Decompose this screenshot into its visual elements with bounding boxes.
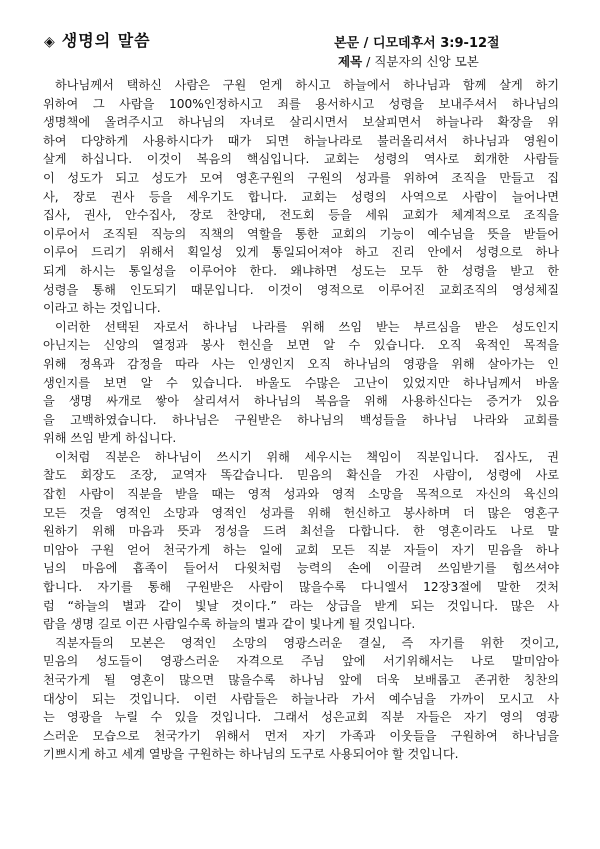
paragraph-line: 을 생명 싸개로 쌓아 살리셔서 하나님의 복음을 위해 사용하신다는 증거가 있음: [43, 394, 559, 409]
paragraph-line: 는 영광을 누릴 수 있을 것입니다. 그래서 성은교회 직분 자들은 자기 영의 영광: [43, 710, 559, 725]
paragraph-line: 님의 마음에 흡족이 들어서 다윗처럼 능력의 손에 이끌려 쓰임받기를 힘쓰셔야: [43, 561, 559, 576]
paragraph-line: 합니다. 자기를 통해 구원받은 사람이 많을수록 다니엘서 12장3절에 말한 것처: [43, 580, 559, 595]
paragraph-line: 이루어 드리기 위해서 획일성 있게 통일되어져야 하고 진리 안에서 성령으로 하나: [43, 245, 559, 260]
sermon-subject: 제목 / 직분자의 신앙 모본: [338, 54, 479, 69]
paragraph-line: 생명책에 올려주시고 하나님의 자녀로 살리시면서 보살피면서 하늘나라 확장을 위: [43, 115, 559, 130]
scripture-reference: 본문 / 디모데후서 3:9-12절: [334, 36, 500, 51]
paragraph-line: 모든 것을 영적인 소망과 영적인 성과를 위해 헌신하고 봉사하며 더 많은 영혼구: [43, 505, 559, 520]
paragraph-line: 이 성도가 되고 성도가 모여 영혼구원의 구원의 성과를 위하여 조직을 만들고 집: [43, 170, 559, 185]
paragraph-line: 하여 다양하게 사용하시다가 때가 되면 하늘나라로 불러올리셔서 하나님과 영원이: [43, 133, 559, 148]
paragraph: [43, 76, 559, 318]
sermon-body: [43, 76, 559, 764]
paragraph-line: 하나님께서 택하신 사람은 구원 얻게 하시고 하늘에서 하나님과 함께 살게 하기: [55, 78, 559, 92]
paragraph-line: 미암아 구원 얻어 천국가게 하는 일에 교회 모든 직분 자들이 자기 믿음을 하나: [43, 542, 559, 557]
sermon-title: [44, 28, 151, 51]
paragraph-line: 대상이 되는 것입니다. 이런 사람들은 하늘나라 가서 예수님을 가까이 모시고 사: [43, 691, 559, 706]
paragraph-line: 위하여 그 사람을 100%인정하시고 죄를 용서하시고 성령을 보내주셔서 하나님의: [43, 96, 559, 111]
paragraph-line: 집사, 권사, 안수집사, 장로 찬양대, 전도회 등을 세워 교회가 체계적으로 조직을: [43, 208, 559, 223]
paragraph-line: 이처럼 직분은 하나님이 쓰시기 위해 세우시는 책임이 직분입니다. 집사도, 권: [55, 449, 559, 464]
paragraph-line: 기쁘시게 하고 세계 열방을 구원하는 하나님의 도구로 사용되어야 할 것입니다.: [43, 747, 459, 762]
paragraph-line: 원하기 위해 마음과 뜻과 정성을 드려 최선을 다합니다. 한 영혼이라도 나로 말: [43, 524, 559, 539]
paragraph-line: 아닌지는 신앙의 열정과 봉사 헌신을 보면 알 수 있습니다. 오직 육적인 목적을: [43, 338, 559, 353]
paragraph-line: 찰도 회장도 조장, 교역자 똑같습니다. 믿음의 확신을 가진 사람이, 성령에 사로: [43, 468, 559, 483]
paragraph-line: 위해 쓰임 받게 하십니다.: [43, 431, 177, 446]
paragraph-line: 천국가게 될 영혼이 많으면 많을수록 하나님 앞에 더욱 보배롭고 존귀한 칭찬의: [43, 673, 559, 687]
subject-label: 제목: [338, 54, 363, 69]
paragraph-line: 직분자들의 모본은 영적인 소망의 영광스러운 결실, 즉 자기를 위한 것이고,: [55, 635, 559, 650]
paragraph-line: 되게 하시는 통일성을 이루어야 한다. 왜냐하면 성도는 모두 한 성령을 받고 한: [43, 263, 559, 278]
paragraph-line: 살게 하십니다. 이것이 복음의 핵심입니다. 교회는 성령의 역사로 회개한 사람들: [43, 152, 559, 167]
paragraph-line: 잡힌 사람이 직분을 받을 때는 영적 성과와 영적 소망을 목적으로 자신의 육신의: [43, 487, 559, 502]
paragraph-line: 생인지를 보면 알 수 있습니다. 바울도 수많은 고난이 있었지만 하나님께서 바울: [43, 375, 559, 390]
paragraph-line: 사, 장로 권사 등을 세우기도 합니다. 교회는 성령의 사역으로 사람이 늘어나면: [43, 189, 559, 204]
paragraph-line: 위해 정욕과 감정을 따라 사는 인생인지 오직 하나님의 영광을 위해 살아가는 인: [43, 356, 559, 371]
diamond-bullet-icon: ◈: [44, 34, 56, 50]
paragraph-line: 람을 생명 길로 이끈 사람일수록 하늘의 별과 같이 빛나게 될 것입니다.: [43, 617, 416, 632]
paragraph: [43, 634, 559, 764]
paragraph-line: 믿음의 성도들이 영광스러운 자격으로 주님 앞에 서기위해서는 나로 말미암아: [43, 654, 559, 669]
paragraph-line: 이라고 하는 것입니다.: [43, 301, 161, 316]
paragraph-line: 럼 “하늘의 별과 같이 빛날 것이다.” 라는 상급을 받게 되는 것입니다. 많은 사: [43, 598, 559, 613]
paragraph: [43, 448, 559, 634]
sermon-header: [0, 0, 600, 75]
title-text: 생명의 말씀: [61, 31, 151, 50]
passage-text: 디모데후서 3:9-12절: [372, 36, 500, 51]
paragraph-line: 성령을 통해 인도되기 때문입니다. 이것이 영적으로 이루어진 교회조직의 영성체질: [43, 282, 559, 297]
paragraph-line: 스러운 모습으로 천국가기 위해서 먼저 자기 가족과 이웃들을 구원하여 하나님을: [43, 728, 559, 743]
paragraph: [43, 318, 559, 448]
subject-text: 직분자의 신앙 모본: [374, 54, 479, 69]
paragraph-line: 이루어서 조직된 직능의 직책의 역할을 통한 교회의 기능이 예수님을 뜻을 받들어: [43, 226, 559, 241]
passage-label: 본문: [334, 36, 360, 51]
paragraph-line: 을 고백하였습니다. 하나님은 구원받은 하나님의 백성들을 하나님 나라와 교회를: [43, 412, 559, 427]
paragraph-line: 이러한 선택된 자로서 하나님 나라를 위해 쓰임 받는 부르심을 받은 성도인지: [55, 319, 559, 334]
